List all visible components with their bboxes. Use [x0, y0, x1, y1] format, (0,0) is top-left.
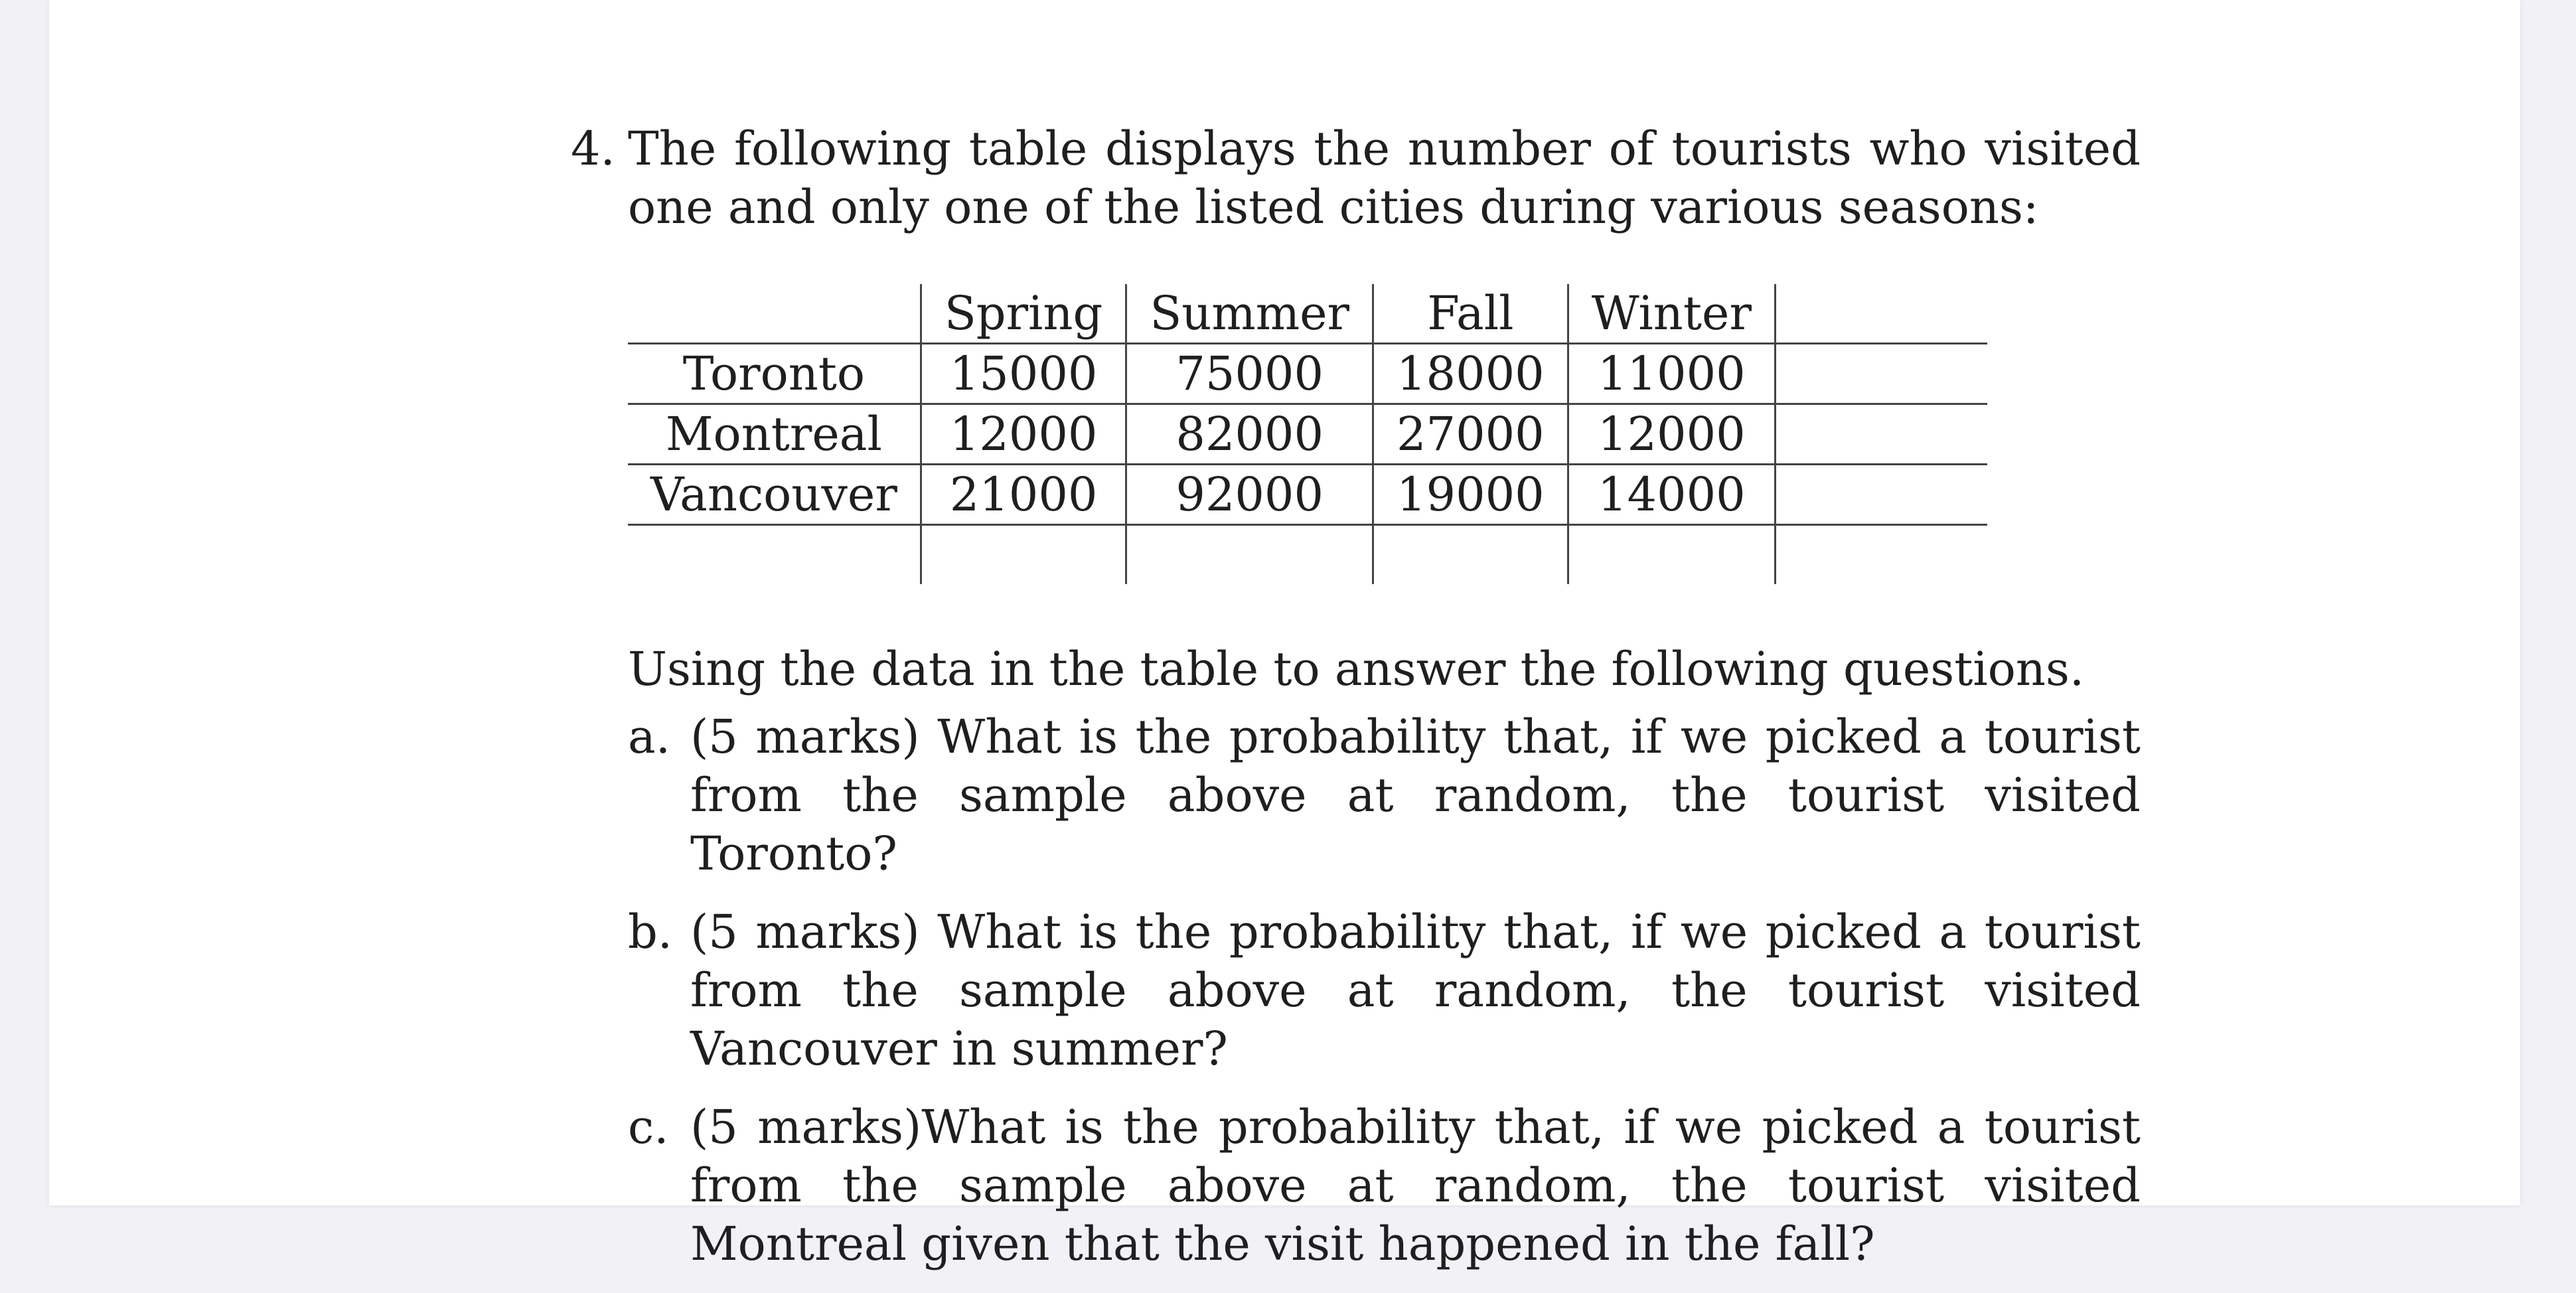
empty-cell: [1775, 404, 1987, 465]
row-label-vancouver: Vancouver: [628, 465, 921, 525]
table-row: [628, 465, 1987, 525]
subquestion-text: (5 marks) What is the probability that, if we picked a tourist from the sample above at random, the tourist visited Toronto?: [690, 710, 2141, 881]
table-cell: 21000: [921, 465, 1126, 525]
empty-cell: [1126, 525, 1373, 585]
table-cell: 12000: [1568, 404, 1775, 465]
subquestion-letter: a.: [628, 710, 670, 764]
subquestion-letter: b.: [628, 905, 673, 959]
subquestion-c: [628, 1098, 2141, 1273]
row-label-toronto: Toronto: [628, 344, 921, 404]
table-row: [628, 404, 1987, 465]
table-cell: 75000: [1126, 344, 1373, 404]
subquestion-a: [628, 708, 2141, 883]
empty-cell: [921, 525, 1126, 585]
subquestion-text: (5 marks)What is the probability that, if we picked a tourist from the sample above at random, the tourist visited Montreal given that the visit happened in the fall?: [690, 1100, 2141, 1271]
tourist-table-wrap: [628, 284, 2141, 584]
empty-cell: [628, 525, 921, 585]
table-cell: 92000: [1126, 465, 1373, 525]
instructions-text: Using the data in the table to answer the following questions.: [628, 642, 2085, 696]
subquestion-text: (5 marks) What is the probability that, if we picked a tourist from the sample above at random, the tourist visited Vancouver in summer?: [690, 905, 2141, 1076]
column-header-summer: Summer: [1126, 284, 1373, 344]
empty-header-cell: [1775, 284, 1987, 344]
question-number: 4.: [571, 121, 615, 176]
column-header-spring: Spring: [921, 284, 1126, 344]
subquestion-b: [628, 903, 2141, 1078]
document-page: [49, 0, 2520, 1271]
table-row: [628, 344, 1987, 404]
empty-cell: [1373, 525, 1568, 585]
table-corner-cell: [628, 284, 921, 344]
subquestion-letter: c.: [628, 1100, 669, 1154]
table-empty-row: [628, 525, 1987, 585]
empty-cell: [1568, 525, 1775, 585]
table-cell: 11000: [1568, 344, 1775, 404]
tourist-table: [628, 284, 1987, 584]
table-cell: 27000: [1373, 404, 1568, 465]
empty-cell: [1775, 525, 1987, 585]
subquestion-list: [628, 708, 2141, 1273]
question-text: The following table displays the number of tourists who visited one and only one of the listed cities during various seasons:: [628, 121, 2141, 234]
table-cell: 19000: [1373, 465, 1568, 525]
row-label-montreal: Montreal: [628, 404, 921, 465]
table-header-row: [628, 284, 1987, 344]
table-cell: 82000: [1126, 404, 1373, 465]
question-content: [571, 119, 2141, 1293]
table-cell: 18000: [1373, 344, 1568, 404]
question-4: [571, 119, 2141, 236]
table-cell: 12000: [921, 404, 1126, 465]
table-cell: 15000: [921, 344, 1126, 404]
table-cell: 14000: [1568, 465, 1775, 525]
empty-cell: [1775, 344, 1987, 404]
empty-cell: [1775, 465, 1987, 525]
column-header-fall: Fall: [1373, 284, 1568, 344]
column-header-winter: Winter: [1568, 284, 1775, 344]
